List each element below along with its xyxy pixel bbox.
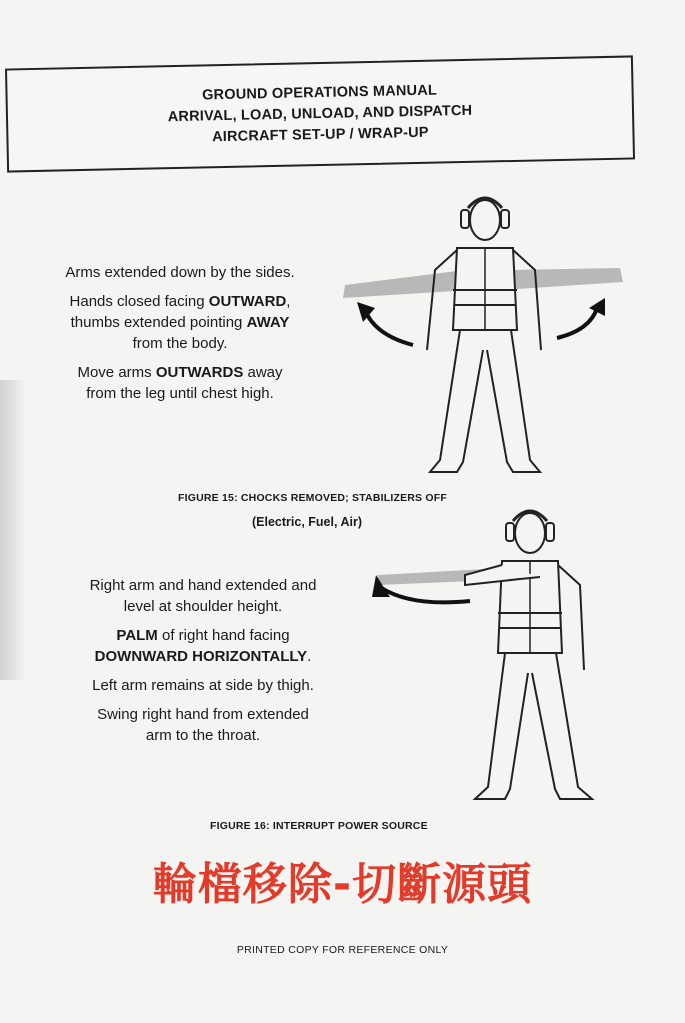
header-line-2: ARRIVAL, LOAD, UNLOAD, AND DISPATCH	[167, 102, 473, 125]
fig15-subcaption: (Electric, Fuel, Air)	[252, 515, 362, 529]
chinese-annotation: 輪檔移除-切斷源頭	[152, 859, 533, 910]
head	[515, 513, 545, 553]
fig15-step-1: Arms extended down by the sides.	[65, 264, 295, 281]
fig15-marshaller-illustration	[335, 190, 635, 490]
left-arm	[427, 250, 457, 350]
page-edge-shadow	[0, 380, 26, 680]
move-arrow-right-icon	[557, 308, 597, 338]
left-leg	[475, 653, 528, 799]
manual-header	[5, 55, 635, 172]
fig16-step-3: Left arm remains at side by thigh.	[92, 677, 314, 694]
header-line-1: GROUND OPERATIONS MANUAL	[201, 82, 438, 103]
move-arrow-left-icon	[365, 310, 413, 345]
header-line-3: AIRCRAFT SET-UP / WRAP-UP	[211, 124, 429, 145]
right-leg	[532, 653, 592, 799]
fig15-instructions	[30, 262, 330, 412]
fig16-marshaller-illustration	[370, 505, 630, 815]
right-ear-cup	[501, 210, 509, 228]
head	[470, 200, 500, 240]
fig16-step-2: PALM of right hand facing DOWNWARD HORIZONTALLY.	[94, 627, 312, 665]
ghost-left-arm	[343, 270, 470, 298]
right-arm	[513, 250, 541, 350]
fig16-instructions	[48, 575, 358, 754]
left-ear-cup	[461, 210, 469, 228]
fig16-caption: FIGURE 16: INTERRUPT POWER SOURCE	[210, 820, 428, 832]
footer-note: PRINTED COPY FOR REFERENCE ONLY	[236, 944, 449, 956]
left-arm	[558, 565, 584, 670]
ghost-right-arm	[503, 268, 623, 290]
left-leg	[430, 330, 483, 472]
swing-arrow-icon	[380, 587, 470, 602]
fig15-step-3: Move arms OUTWARDS away from the leg until chest high.	[77, 364, 283, 402]
fig15-step-2: Hands closed facing OUTWARD, thumbs extended pointing AWAY from the body.	[69, 293, 291, 352]
right-leg	[487, 330, 540, 472]
fig16-step-1: Right arm and hand extended and level at shoulder height.	[89, 577, 317, 615]
fig15-caption: FIGURE 15: CHOCKS REMOVED; STABILIZERS OFF	[178, 492, 447, 504]
fig16-step-4: Swing right hand from extended arm to the throat.	[97, 706, 309, 744]
